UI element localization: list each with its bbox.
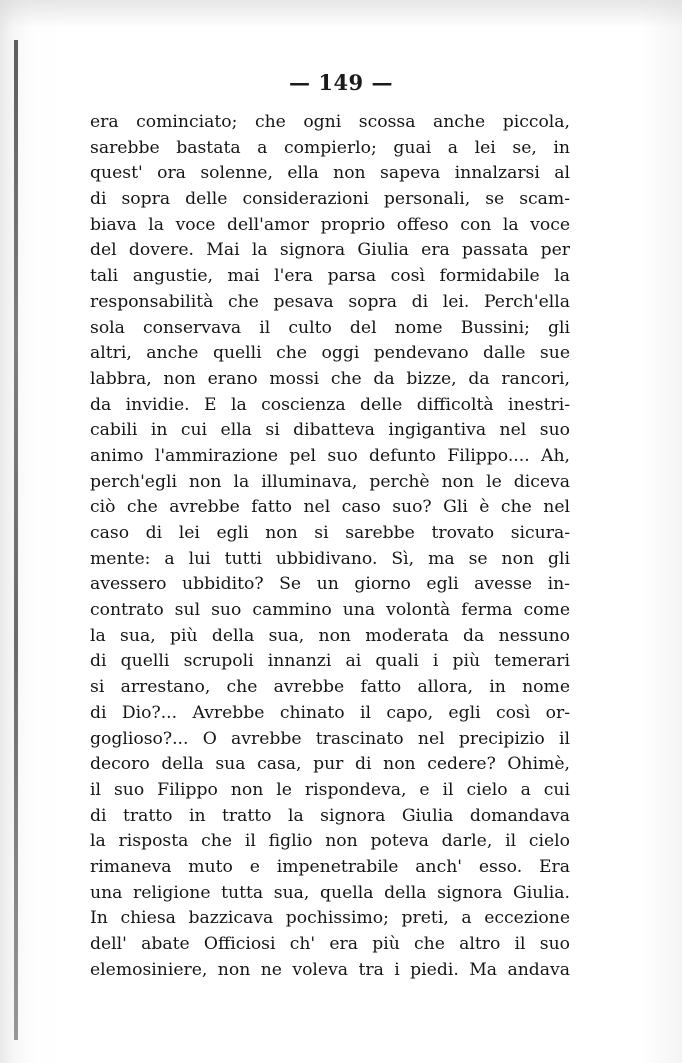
text-line: ciò che avrebbe fatto nel caso suo? Gli è che nel <box>90 497 570 518</box>
text-line: elemosiniere, non ne voleva tra i piedi. Ma andava <box>90 959 570 980</box>
text-line: la risposta che il figlio non poteva darle, il cielo <box>90 831 570 852</box>
text-line: di Dio?... Avrebbe chinato il capo, egli così or- <box>90 702 570 723</box>
text-line: il suo Filippo non le rispondeva, e il cielo a cui <box>90 779 570 800</box>
text-line: avessero ubbidito? Se un giorno egli avesse in- <box>90 574 570 595</box>
text-line: responsabilità che pesava sopra di lei. Perch'ella <box>90 291 570 312</box>
text-line: biava la voce dell'amor proprio offeso con la voce <box>90 214 570 235</box>
text-line: In chiesa bazzicava pochissimo; preti, a eccezione <box>90 908 570 929</box>
body-text <box>90 110 570 983</box>
text-line: la sua, più della sua, non moderata da nessuno <box>90 625 570 646</box>
binding-edge <box>14 40 18 1040</box>
text-line: cabili in cui ella si dibatteva ingigantiva nel suo <box>90 420 570 441</box>
text-line: di tratto in tratto la signora Giulia domandava <box>90 805 570 826</box>
text-line: goglioso?... O avrebbe trascinato nel precipizio il <box>90 728 570 749</box>
text-line: caso di lei egli non si sarebbe trovato sicura- <box>90 523 570 543</box>
text-line: da invidie. E la coscienza delle difficoltà inestri- <box>90 394 570 415</box>
text-line: altri, anche quelli che oggi pendevano dalle sue <box>90 343 570 364</box>
top-shadow <box>0 0 682 28</box>
text-line: animo l'ammirazione pel suo defunto Filippo.... Ah, <box>90 445 570 466</box>
text-line: era cominciato; che ogni scossa anche piccola, <box>90 112 570 132</box>
page-number: — 149 — <box>289 70 393 95</box>
text-line: labbra, non erano mossi che da bizze, da rancori, <box>90 368 570 389</box>
text-line: dell' abate Officiosi ch' era più che altro il suo <box>90 934 570 954</box>
text-line: rimaneva muto e impenetrabile anch' esso. Era <box>90 856 570 877</box>
text-line: mente: a lui tutti ubbidivano. Sì, ma se non gli <box>90 548 570 569</box>
text-line: sola conservava il culto del nome Bussini; gli <box>90 317 570 338</box>
text-line: contrato sul suo cammino una volontà ferma come <box>90 600 570 621</box>
text-line: tali angustie, mai l'era parsa così formidabile la <box>90 266 570 287</box>
text-line: perch'egli non la illuminava, perchè non le diceva <box>90 471 570 492</box>
text-line: una religione tutta sua, quella della signora Giulia. <box>90 882 570 903</box>
text-line: di sopra delle considerazioni personali, se scam- <box>90 189 570 210</box>
text-line: si arrestano, che avrebbe fatto allora, in nome <box>90 677 570 698</box>
text-line: quest' ora solenne, ella non sapeva innalzarsi al <box>90 163 570 184</box>
text-line: del dovere. Mai la signora Giulia era passata per <box>90 240 570 261</box>
text-line: decoro della sua casa, pur di non cedere? Ohimè, <box>90 754 570 775</box>
text-line: di quelli scrupoli innanzi ai quali i più temerari <box>90 651 570 672</box>
text-line: sarebbe bastata a compierlo; guai a lei se, in <box>90 137 570 158</box>
